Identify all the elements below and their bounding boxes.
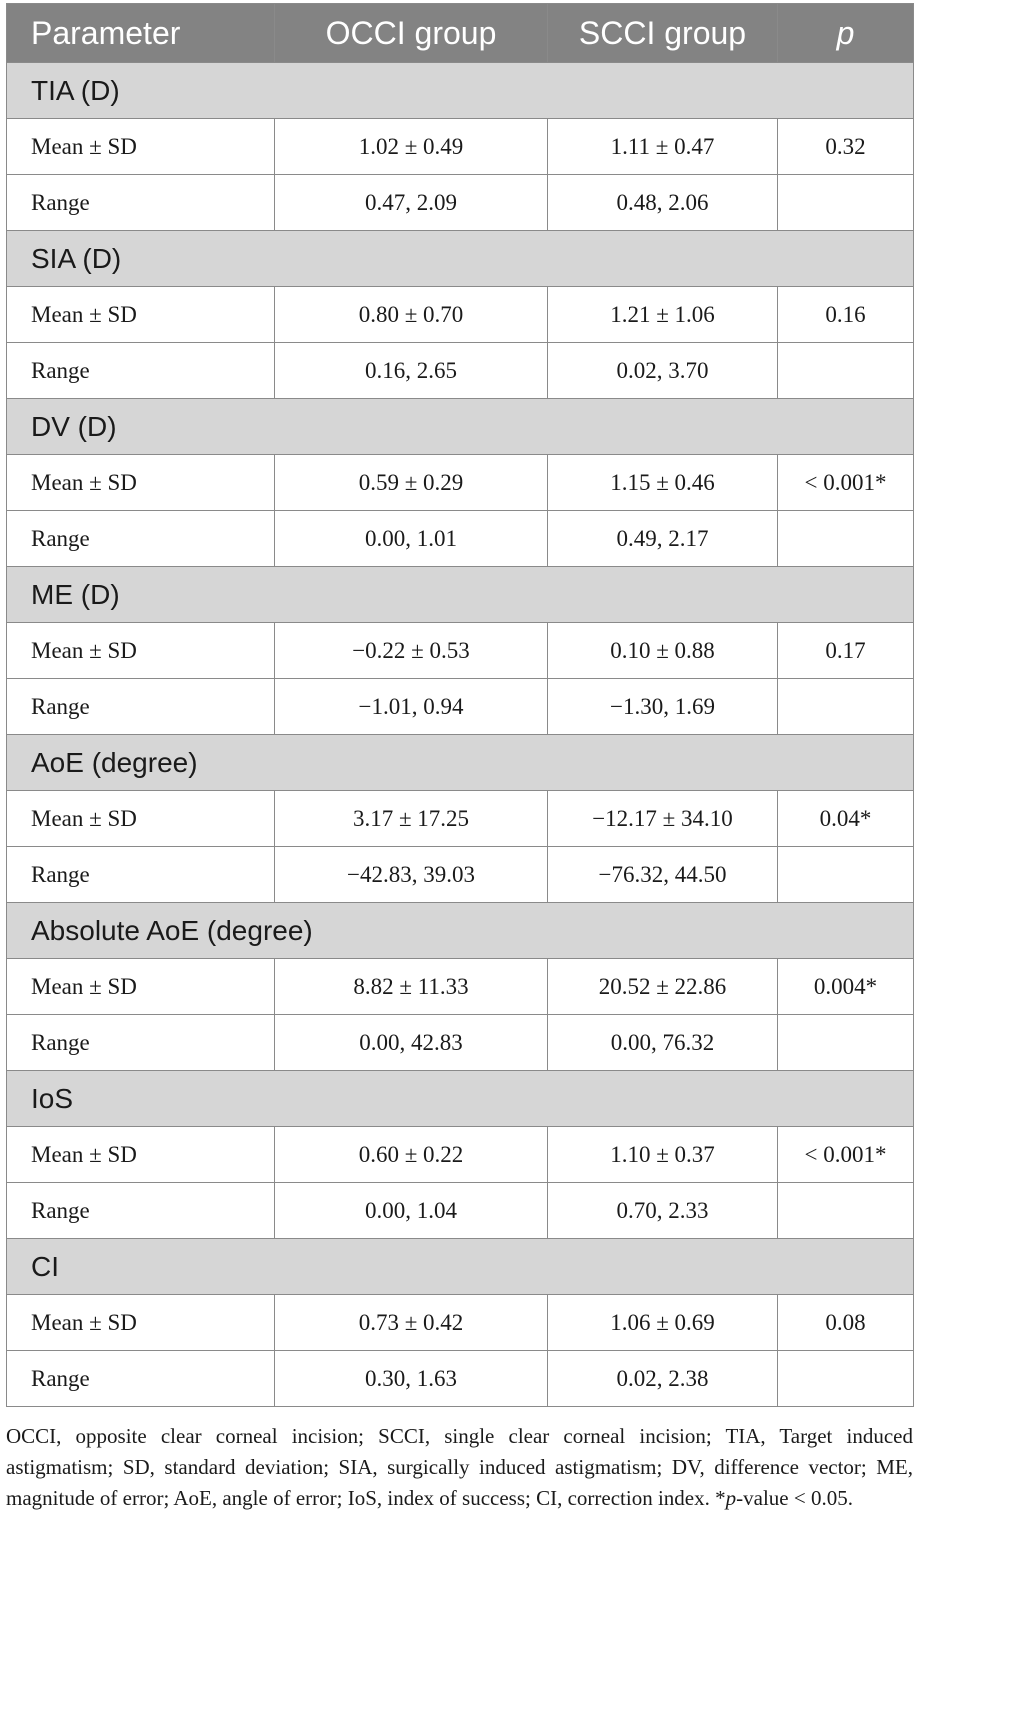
p-value <box>778 1183 914 1239</box>
scci-value: 1.21 ± 1.06 <box>548 287 778 343</box>
p-value <box>778 175 914 231</box>
footnote-text: OCCI, opposite clear corneal incision; SCCI, single clear corneal incision; TIA, Target induced astigmatism; SD, standard deviation; SIA, surgically induced astigmatism; DV, difference vector; ME, magnitude of error; AoE, angle of error; IoS, index of success; CI, correction index. <box>6 1424 913 1510</box>
occi-value: 0.16, 2.65 <box>275 343 548 399</box>
group-label: Absolute AoE (degree) <box>7 903 914 959</box>
group-label: SIA (D) <box>7 231 914 287</box>
row-label: Mean ± SD <box>7 119 275 175</box>
header-occi-group: OCCI group <box>275 4 548 63</box>
occi-value: 0.00, 1.01 <box>275 511 548 567</box>
row-label: Range <box>7 1351 275 1407</box>
p-value <box>778 511 914 567</box>
footnote-marker: * <box>715 1486 726 1510</box>
table-row <box>7 847 914 903</box>
occi-value: 1.02 ± 0.49 <box>275 119 548 175</box>
scci-value: −1.30, 1.69 <box>548 679 778 735</box>
occi-value: 0.00, 1.04 <box>275 1183 548 1239</box>
group-label: CI <box>7 1239 914 1295</box>
table-row <box>7 679 914 735</box>
scci-value: 0.00, 76.32 <box>548 1015 778 1071</box>
header-scci-group: SCCI group <box>548 4 778 63</box>
p-value <box>778 847 914 903</box>
scci-value: −76.32, 44.50 <box>548 847 778 903</box>
table-container <box>6 3 913 1514</box>
row-label: Mean ± SD <box>7 959 275 1015</box>
table-row <box>7 119 914 175</box>
occi-value: 0.80 ± 0.70 <box>275 287 548 343</box>
scci-value: 0.48, 2.06 <box>548 175 778 231</box>
row-label: Mean ± SD <box>7 1295 275 1351</box>
row-label: Mean ± SD <box>7 623 275 679</box>
table-row <box>7 455 914 511</box>
row-label: Range <box>7 1015 275 1071</box>
p-value: 0.16 <box>778 287 914 343</box>
group-row <box>7 63 914 119</box>
occi-value: 0.00, 42.83 <box>275 1015 548 1071</box>
scci-value: 20.52 ± 22.86 <box>548 959 778 1015</box>
p-value: < 0.001* <box>778 455 914 511</box>
table-header <box>7 4 914 63</box>
table-row <box>7 175 914 231</box>
row-label: Range <box>7 343 275 399</box>
table-row <box>7 1015 914 1071</box>
occi-value: 3.17 ± 17.25 <box>275 791 548 847</box>
table-body <box>7 63 914 1407</box>
table-footnote <box>6 1421 913 1514</box>
scci-value: 0.02, 2.38 <box>548 1351 778 1407</box>
group-label: AoE (degree) <box>7 735 914 791</box>
scci-value: 1.10 ± 0.37 <box>548 1127 778 1183</box>
table-row <box>7 1127 914 1183</box>
table-row <box>7 1183 914 1239</box>
group-label: ME (D) <box>7 567 914 623</box>
group-row <box>7 735 914 791</box>
group-row <box>7 1239 914 1295</box>
group-row <box>7 399 914 455</box>
group-row <box>7 903 914 959</box>
p-value: 0.08 <box>778 1295 914 1351</box>
row-label: Range <box>7 1183 275 1239</box>
scci-value: 0.02, 3.70 <box>548 343 778 399</box>
group-label: IoS <box>7 1071 914 1127</box>
header-row <box>7 4 914 63</box>
p-value <box>778 679 914 735</box>
occi-value: 0.47, 2.09 <box>275 175 548 231</box>
row-label: Range <box>7 175 275 231</box>
group-label: DV (D) <box>7 399 914 455</box>
table-row <box>7 623 914 679</box>
scci-value: 1.06 ± 0.69 <box>548 1295 778 1351</box>
scci-value: 0.49, 2.17 <box>548 511 778 567</box>
header-p-value: p <box>778 4 914 63</box>
occi-value: −0.22 ± 0.53 <box>275 623 548 679</box>
footnote-p-symbol: p <box>725 1486 737 1510</box>
table-row <box>7 1351 914 1407</box>
row-label: Mean ± SD <box>7 287 275 343</box>
occi-value: 0.30, 1.63 <box>275 1351 548 1407</box>
row-label: Mean ± SD <box>7 455 275 511</box>
p-value <box>778 1015 914 1071</box>
scci-value: 0.10 ± 0.88 <box>548 623 778 679</box>
row-label: Range <box>7 679 275 735</box>
row-label: Mean ± SD <box>7 1127 275 1183</box>
table-row <box>7 287 914 343</box>
occi-value: −1.01, 0.94 <box>275 679 548 735</box>
occi-value: 0.60 ± 0.22 <box>275 1127 548 1183</box>
p-value <box>778 343 914 399</box>
p-value: 0.004* <box>778 959 914 1015</box>
table-row <box>7 343 914 399</box>
p-value: 0.04* <box>778 791 914 847</box>
occi-value: 0.73 ± 0.42 <box>275 1295 548 1351</box>
group-row <box>7 231 914 287</box>
p-value: 0.17 <box>778 623 914 679</box>
scci-value: −12.17 ± 34.10 <box>548 791 778 847</box>
p-value <box>778 1351 914 1407</box>
occi-value: 0.59 ± 0.29 <box>275 455 548 511</box>
row-label: Range <box>7 511 275 567</box>
scci-value: 1.11 ± 0.47 <box>548 119 778 175</box>
table-row <box>7 791 914 847</box>
table-row <box>7 511 914 567</box>
p-value: < 0.001* <box>778 1127 914 1183</box>
table-row <box>7 1295 914 1351</box>
row-label: Mean ± SD <box>7 791 275 847</box>
group-label: TIA (D) <box>7 63 914 119</box>
scci-value: 1.15 ± 0.46 <box>548 455 778 511</box>
footnote-tail: -value < 0.05. <box>736 1486 853 1510</box>
table-row <box>7 959 914 1015</box>
p-value: 0.32 <box>778 119 914 175</box>
header-parameter: Parameter <box>7 4 275 63</box>
group-row <box>7 1071 914 1127</box>
results-table <box>6 3 914 1407</box>
occi-value: −42.83, 39.03 <box>275 847 548 903</box>
occi-value: 8.82 ± 11.33 <box>275 959 548 1015</box>
scci-value: 0.70, 2.33 <box>548 1183 778 1239</box>
row-label: Range <box>7 847 275 903</box>
group-row <box>7 567 914 623</box>
